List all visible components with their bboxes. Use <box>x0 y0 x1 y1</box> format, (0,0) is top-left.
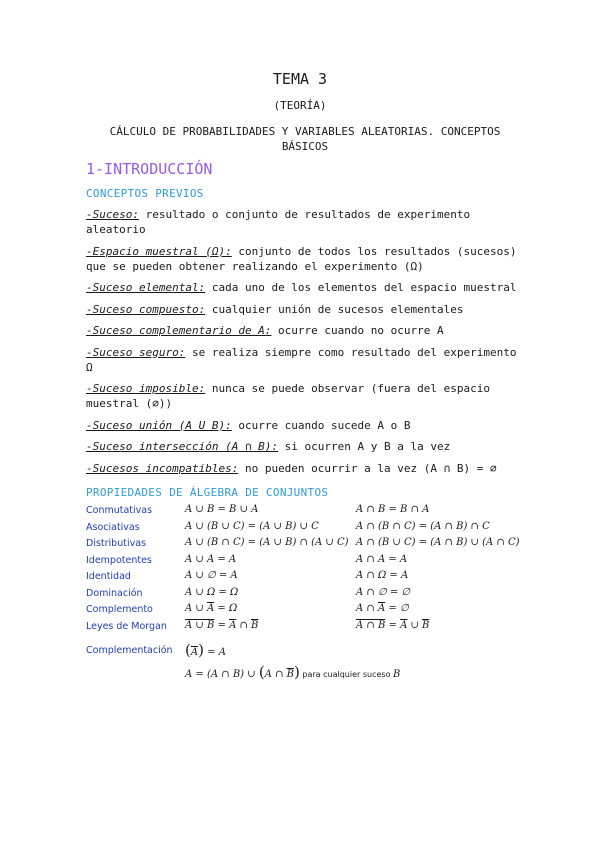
formula-part: A = (A ∩ B) ∪ <box>185 669 259 680</box>
property-name: Distributivas <box>86 538 146 549</box>
formula-part: = A <box>203 647 226 658</box>
property-row <box>86 536 526 553</box>
property-name: Asociativas <box>86 521 140 533</box>
complement-symbol: A ∩ B <box>356 619 386 631</box>
paren-open: ( <box>258 663 265 681</box>
property-formula-union <box>185 620 258 631</box>
formula-part: = ∅ <box>385 603 409 614</box>
property-formula-intersection <box>356 620 429 631</box>
definition-text: nunca se puede observar (fuera del espacio muestral (∅)) <box>86 382 490 410</box>
property-formula-union: A ∪ ∅ = A <box>185 570 238 581</box>
property-name: Idempotentes <box>86 554 152 566</box>
page-title: TEMA 3 <box>272 70 328 88</box>
definitions-list <box>86 207 526 482</box>
property-row-decomposition <box>86 663 526 683</box>
formula-part: ∩ <box>236 619 252 631</box>
formula-part: B <box>393 669 401 680</box>
definition-item <box>86 244 526 274</box>
complement-symbol: $\overline{A}$ <box>400 619 408 631</box>
property-row <box>86 586 526 603</box>
definition-term: -Suceso compuesto: <box>86 302 206 316</box>
property-name: Complemento <box>86 604 153 615</box>
complement-symbol: $\overline{A}$ <box>377 603 386 614</box>
definition-item <box>86 207 526 237</box>
property-formula-union: A ∪ (B ∩ C) = (A ∪ B) ∩ (A ∪ C) <box>185 537 349 548</box>
definition-text: cualquier unión de sucesos elementales <box>205 302 464 316</box>
formula-part: A ∩ <box>356 603 378 614</box>
definition-term: -Suceso elemental: <box>86 281 206 294</box>
definition-term: -Suceso seguro: <box>86 345 186 359</box>
complement-symbol: A ∪ B <box>185 619 215 631</box>
formula-part: = <box>214 619 230 631</box>
formula-part: = <box>385 619 401 631</box>
definition-item <box>86 302 526 317</box>
property-name: Dominación <box>86 587 143 599</box>
property-formula-intersection: A ∩ ∅ = ∅ <box>356 586 411 598</box>
property-formula-intersection: A ∩ Ω = A <box>356 570 409 581</box>
property-row-morgan <box>86 619 526 636</box>
definition-item <box>86 461 526 476</box>
property-name: Leyes de Morgan <box>86 620 167 632</box>
definition-term: -Suceso complementario de A: <box>86 324 272 337</box>
paren-close: ) <box>198 641 204 659</box>
complement-symbol: $\overline{B}$ <box>251 619 259 631</box>
definition-item <box>86 280 526 295</box>
definition-term: -Sucesos incompatibles: <box>86 461 239 475</box>
complement-symbol: $\overline{A}$ <box>229 619 237 631</box>
definition-item <box>86 418 526 433</box>
property-formula-intersection: A ∩ A = A <box>356 553 408 565</box>
definition-text: ocurre cuando sucede A o B <box>231 418 411 432</box>
property-name: Complementación <box>86 645 173 656</box>
property-formula-union: A ∪ A = A <box>185 553 237 565</box>
property-formula-intersection <box>356 603 409 614</box>
formula-part: ∪ <box>407 619 423 631</box>
definition-text: se realiza siempre como resultado del experimento Ω <box>86 345 517 374</box>
property-formula <box>185 641 226 659</box>
definition-text: cada uno de los elementos del espacio muestral <box>205 281 517 294</box>
subsection-conceptos-previos: CONCEPTOS PREVIOS <box>86 187 204 200</box>
property-formula-union: A ∪ B = B ∪ A <box>185 504 259 515</box>
section-title: 1-INTRODUCCIÓN <box>86 160 213 178</box>
main-heading: CÁLCULO DE PROBABILIDADES Y VARIABLES ALEATORIAS. CONCEPTOS BÁSICOS <box>109 125 501 153</box>
decomposition-formula <box>185 663 400 681</box>
definition-text: si ocurren A y B a la vez <box>278 440 451 453</box>
subsection-propiedades: PROPIEDADES DE ÁLGEBRA DE CONJUNTOS <box>86 486 329 499</box>
definition-term: -Suceso intersección (A ∩ B): <box>86 440 279 453</box>
definition-item <box>86 439 526 454</box>
definition-item <box>86 323 526 338</box>
property-formula-intersection: A ∩ (B ∩ C) = (A ∩ B) ∩ C <box>356 520 490 532</box>
complement-symbol: $\overline{B}$ <box>422 619 430 631</box>
definition-item <box>86 345 526 375</box>
complement-symbol: $\overline{A}$ <box>206 603 215 614</box>
complement-symbol: $\overline{B}$ <box>286 669 294 680</box>
property-name: Identidad <box>86 571 131 582</box>
definition-term: -Suceso: <box>86 208 139 221</box>
property-row <box>86 569 526 586</box>
paren-close: ) <box>294 663 300 681</box>
property-row <box>86 503 526 520</box>
property-formula-union: A ∪ Ω = Ω <box>185 586 239 598</box>
definition-text: ocurre cuando no ocurre A <box>271 324 444 337</box>
definition-term: -Suceso imposible: <box>86 382 206 395</box>
definition-text: resultado o conjunto de resultados de experimento aleatorio <box>86 208 471 236</box>
formula-part: = Ω <box>214 603 238 614</box>
property-formula-intersection: A ∩ (B ∪ C) = (A ∩ B) ∪ (A ∩ C) <box>356 537 520 548</box>
property-row <box>86 553 526 570</box>
formula-part: A ∪ <box>185 603 207 614</box>
definition-term: -Suceso unión (A U B): <box>86 418 232 432</box>
property-formula-intersection: A ∩ B = B ∩ A <box>356 504 430 515</box>
definition-text: no pueden ocurrir a la vez (A ∩ B) = ∅ <box>238 461 497 475</box>
definition-item <box>86 381 526 411</box>
property-row <box>86 520 526 537</box>
property-formula-union <box>185 603 237 614</box>
definition-text: conjunto de todos los resultados (sucesos) que se pueden obtener realizando el experimento (Ω) <box>86 244 517 273</box>
formula-note: para cualquier suceso <box>299 670 393 679</box>
properties-table <box>86 503 526 683</box>
paren-open: ( <box>185 641 191 659</box>
page-subtitle: (TEORÍA) <box>273 99 327 112</box>
property-row-complementacion <box>86 639 526 663</box>
property-row-complemento <box>86 602 526 619</box>
complement-symbol: $\overline{A}$ <box>190 647 199 658</box>
property-name: Conmutativas <box>86 505 153 516</box>
formula-part: A ∩ <box>264 669 287 680</box>
definition-term: -Espacio muestral (Ω): <box>86 244 232 258</box>
property-formula-union: A ∪ (B ∪ C) = (A ∪ B) ∪ C <box>185 520 319 532</box>
